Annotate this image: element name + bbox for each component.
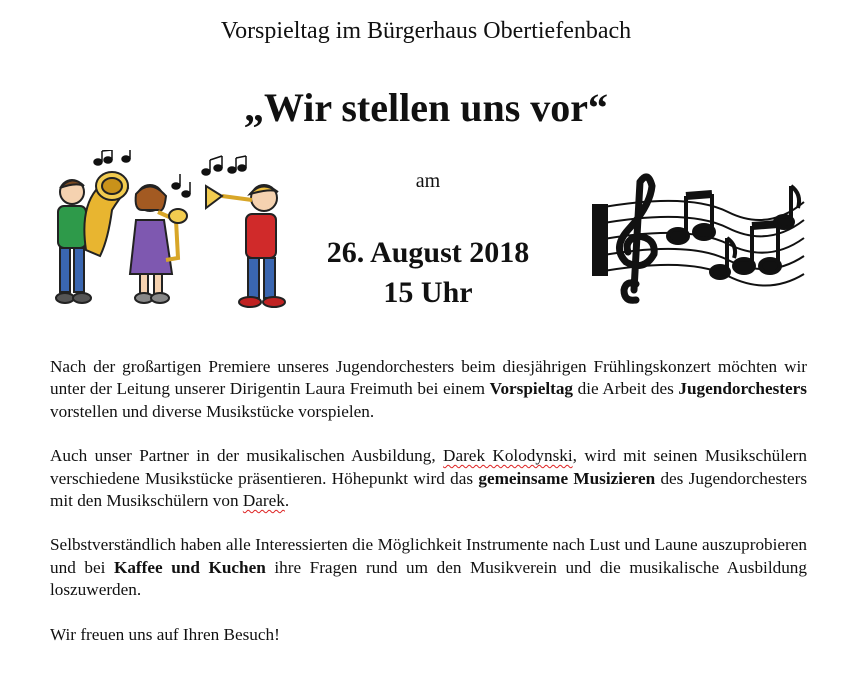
date-intro-label: am — [415, 170, 441, 192]
event-time: 15 Uhr — [383, 276, 473, 309]
event-location-heading: Vorspieltag im Bürgerhaus Obertiefenbach — [220, 18, 632, 44]
text-span: Selbstverständlich haben alle Interessierten die Möglichkeit Instrumente nach Lust und Laune auszuprobieren und bei — [50, 535, 807, 577]
child-with-tuba — [56, 172, 128, 303]
bold-kaffee-und-kuchen: Kaffee und Kuchen — [113, 557, 266, 577]
children-musicians-illustration — [46, 150, 292, 316]
text-span: Auch unser Partner in der musikalischen Ausbildung, — [50, 446, 444, 466]
music-notes-staff-illustration — [578, 172, 808, 308]
bold-vorspieltag: Vorspieltag — [489, 379, 574, 399]
paragraph-activities — [50, 534, 807, 601]
text-span: Nach der großartigen Premiere unseres Jugendorchesters beim diesjährigen Frühlingskonzert möchten wir unter der Leitung unserer Dirigentin Laura Freimuth bei einem — [50, 357, 807, 399]
text-span: vorstellen und diverse Musikstücke vorspielen. — [50, 401, 375, 421]
child-with-horn — [130, 185, 187, 303]
closing-line: Wir freuen uns auf Ihren Besuch! — [50, 624, 280, 644]
treble-clef-icon — [619, 177, 654, 300]
announcement-body — [50, 356, 807, 646]
page-title: „Wir stellen uns vor“ — [243, 85, 609, 130]
text-span: des Jugendorchesters mit den Musikschülern von — [50, 468, 808, 511]
text-span: die Arbeit des — [573, 379, 679, 399]
partner-first-name: Darek — [242, 491, 285, 511]
paragraph-intro — [50, 356, 807, 423]
music-note-icon — [668, 186, 799, 278]
bold-gemeinsame-musizieren: gemeinsame Musizieren — [478, 468, 656, 488]
bold-jugendorchesters: Jugendorchesters — [678, 379, 807, 399]
paragraph-partner — [50, 445, 807, 512]
text-span: , wird mit seinen Musikschülern verschiedene Musikstücke präsentieren. Höhepunkt wird das — [50, 446, 807, 488]
event-date: 26. August 2018 — [326, 236, 530, 269]
text-span: ihre Fragen rund um den Musikverein und die musikalische Ausbildung loszuwerden. — [50, 557, 807, 600]
staff-bar — [592, 204, 608, 276]
text-span: . — [284, 491, 290, 511]
partner-name: Darek Kolodynski — [443, 446, 573, 466]
